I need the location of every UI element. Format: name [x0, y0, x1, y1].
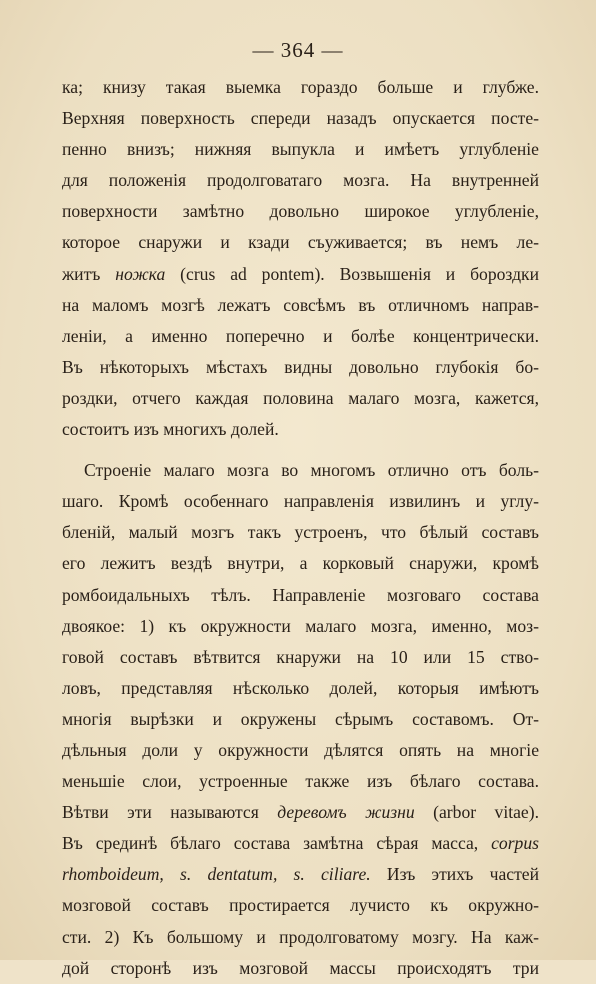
- text-line: [62, 486, 539, 517]
- text-run: поверхности замѣтно довольно широкое углубленіе,: [62, 201, 539, 222]
- text-line: [62, 517, 539, 548]
- page-number: — 364 —: [252, 38, 344, 62]
- text-line: [62, 890, 539, 921]
- text-run: Верхняя поверхность спереди назадъ опускается посте-: [62, 108, 539, 129]
- text-line: [62, 922, 539, 953]
- italic-term: деревомъ жизни: [277, 802, 415, 823]
- text-line: [62, 859, 539, 890]
- text-line: [62, 72, 539, 103]
- text-line: [62, 953, 539, 984]
- text-run: меньшіе слои, устроенные также изъ бѣлаго состава.: [62, 771, 539, 792]
- text-line: [62, 259, 539, 290]
- text-line: [62, 165, 539, 196]
- italic-term: ножка: [115, 263, 166, 284]
- text-run: дѣльныя доли у окружности дѣлятся опять на многіе: [62, 739, 539, 760]
- text-line: [62, 735, 539, 766]
- text-run: на маломъ мозгѣ лежатъ совсѣмъ въ отличномъ направ-: [62, 294, 539, 315]
- text-line: [62, 227, 539, 258]
- text-line: [62, 103, 539, 134]
- text-run: его лежитъ вездѣ внутри, а корковый снаружи, кромѣ: [62, 553, 539, 574]
- text-line: [62, 383, 539, 414]
- text-run: пенно внизъ; нижняя выпукла и имѣетъ углубленіе: [62, 139, 539, 160]
- text-line: [62, 828, 539, 859]
- text-run: Строеніе малаго мозга во многомъ отлично отъ боль-: [84, 460, 539, 481]
- text-run: которое снаружи и кзади съуживается; въ немъ ле-: [62, 232, 539, 253]
- text-run: многія вырѣзки и окружены сѣрымъ составомъ. От-: [62, 708, 539, 729]
- text-run: шаго. Кромѣ особеннаго направленія извилинъ и углу-: [62, 491, 539, 512]
- text-line: [62, 611, 539, 642]
- text-line: [62, 455, 539, 486]
- paragraph: [62, 455, 539, 984]
- text-line: [62, 414, 539, 445]
- text-line: [62, 548, 539, 579]
- text-run: говой составъ вѣтвится кнаружи на 10 или 15 ство-: [62, 646, 539, 667]
- text-line: [62, 290, 539, 321]
- paragraph: [62, 72, 539, 445]
- text-run: дой сторонѣ изъ мозговой массы происходятъ три: [62, 957, 539, 978]
- text-line: [62, 673, 539, 704]
- text-run: леніи, а именно поперечно и болѣе концентрически.: [62, 325, 539, 346]
- text-line: [62, 704, 539, 735]
- text-line: [62, 352, 539, 383]
- text-run: ромбоидальныхъ тѣлъ. Направленіе мозговаго состава: [62, 584, 539, 605]
- text-run: двоякое: 1) къ окружности малаго мозга, именно, моз-: [62, 615, 539, 636]
- text-run: Въ нѣкоторыхъ мѣстахъ видны довольно глубокія бо-: [62, 356, 539, 377]
- text-line: [62, 134, 539, 165]
- text-run: ка; книзу такая выемка гораздо больше и глубже.: [62, 77, 539, 97]
- paragraph-gap: [62, 445, 539, 455]
- text-line: [62, 321, 539, 352]
- italic-term: corpus: [491, 833, 539, 854]
- text-run: ловъ, представляя нѣсколько долей, которыя имѣютъ: [62, 677, 539, 698]
- text-run: мозговой составъ простирается лучисто къ окружно-: [62, 895, 539, 916]
- text-line: [62, 580, 539, 611]
- text-run: роздки, отчего каждая половина малаго мозга, кажется,: [62, 387, 539, 408]
- text-line: [62, 642, 539, 673]
- text-run: состоитъ изъ многихъ долей.: [62, 419, 279, 440]
- text-run: Вѣтви эти называются: [62, 802, 278, 823]
- text-run: сти. 2) Къ большому и продолговатому мозгу. На каж-: [62, 926, 539, 947]
- text-line: [62, 797, 539, 828]
- text-run: Въ срединѣ бѣлаго состава замѣтна сѣрая масса,: [62, 833, 492, 854]
- text-run: (crus ad pontem). Возвышенія и бороздки: [165, 263, 539, 284]
- text-run: бленій, малый мозгъ такъ устроенъ, что бѣлый составъ: [62, 522, 539, 543]
- text-line: [62, 766, 539, 797]
- text-run: для положенія продолговатаго мозга. На внутренней: [62, 170, 539, 191]
- text-run: Изъ этихъ частей: [370, 864, 539, 885]
- text-line: [62, 196, 539, 227]
- text-run: житъ: [62, 263, 116, 284]
- text-run: (arbor vitae).: [414, 802, 539, 823]
- body-text: [62, 72, 539, 984]
- italic-term: rhomboideum, s. dentatum, s. ciliare.: [62, 864, 371, 885]
